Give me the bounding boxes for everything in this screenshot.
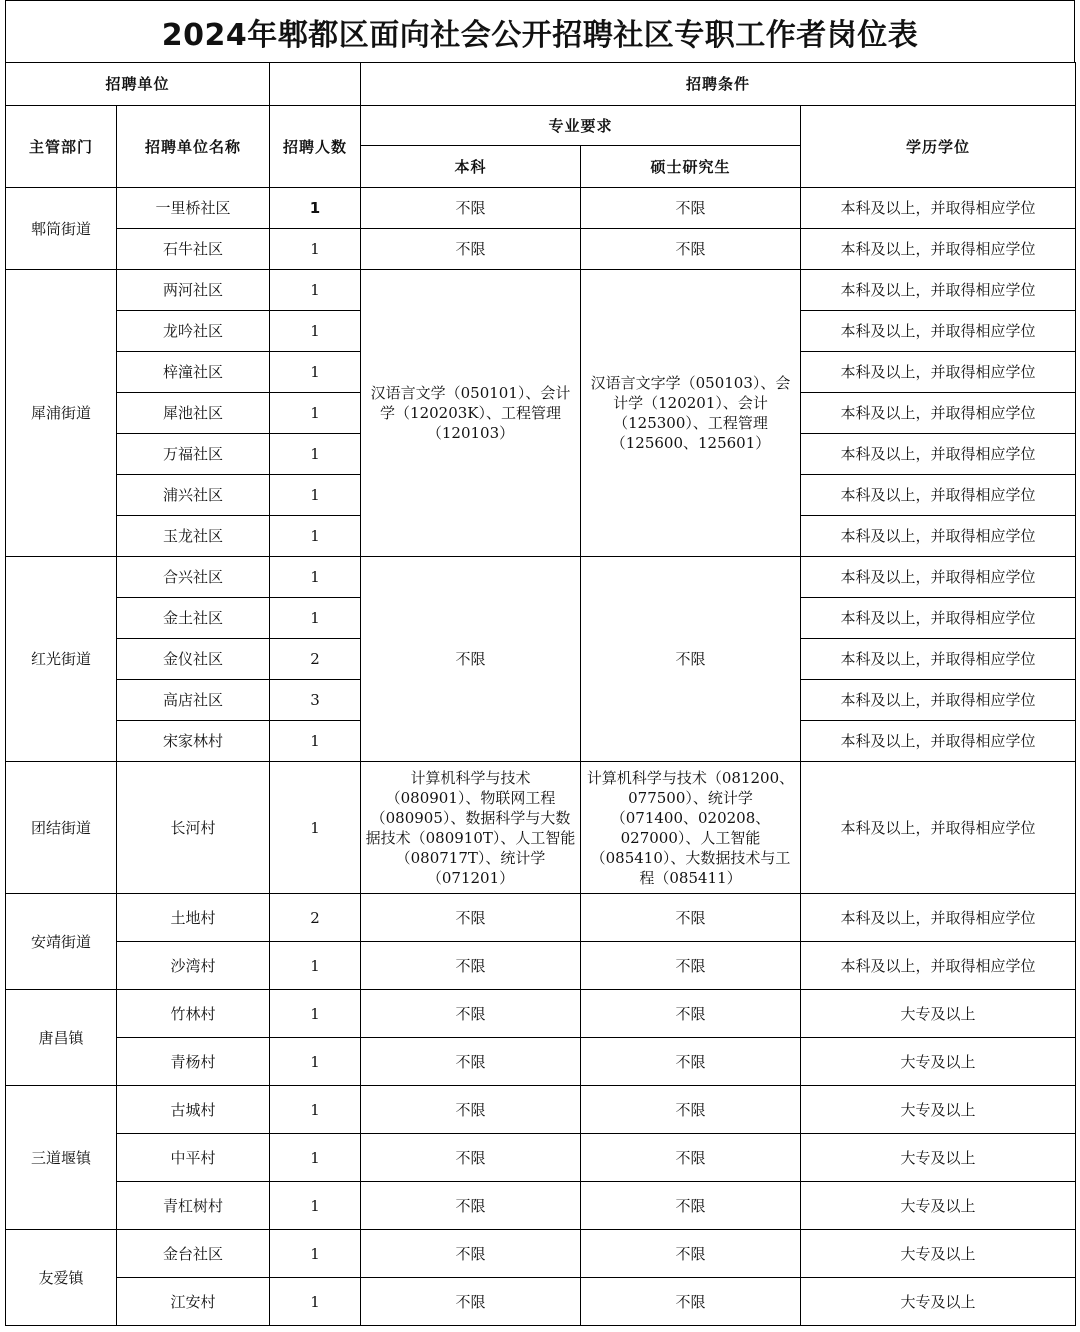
edu-cell: 本科及以上，并取得相应学位 [801, 516, 1076, 557]
master-major-cell: 不限 [581, 188, 801, 229]
edu-cell: 大专及以上 [801, 1230, 1076, 1278]
master-major-cell: 不限 [581, 894, 801, 942]
table-row [6, 1038, 1076, 1086]
bachelor-major-cell: 不限 [361, 1086, 581, 1134]
edu-cell: 本科及以上，并取得相应学位 [801, 639, 1076, 680]
dept-cell: 三道堰镇 [6, 1086, 117, 1230]
count-cell: 1 [270, 990, 361, 1038]
table-row [6, 1278, 1076, 1326]
bachelor-major-cell: 汉语言文学（050101）、会计学（120203K）、工程管理（120103） [361, 270, 581, 557]
unit-cell: 宋家林村 [117, 721, 270, 762]
master-major-cell: 不限 [581, 1278, 801, 1326]
count-cell: 1 [270, 1230, 361, 1278]
edu-cell: 本科及以上，并取得相应学位 [801, 557, 1076, 598]
table-row [6, 894, 1076, 942]
table-row [6, 188, 1076, 229]
edu-cell: 本科及以上，并取得相应学位 [801, 721, 1076, 762]
master-major-cell: 不限 [581, 1182, 801, 1230]
count-cell: 1 [270, 393, 361, 434]
unit-cell: 古城村 [117, 1086, 270, 1134]
count-cell: 3 [270, 680, 361, 721]
table-row [6, 229, 1076, 270]
unit-cell: 竹林村 [117, 990, 270, 1038]
master-major-cell: 不限 [581, 1134, 801, 1182]
edu-cell: 大专及以上 [801, 1278, 1076, 1326]
edu-cell: 大专及以上 [801, 1182, 1076, 1230]
unit-cell: 高店社区 [117, 680, 270, 721]
unit-cell: 沙湾村 [117, 942, 270, 990]
header-dept: 主管部门 [6, 106, 117, 188]
unit-cell: 金仪社区 [117, 639, 270, 680]
master-major-cell: 不限 [581, 229, 801, 270]
bachelor-major-cell: 不限 [361, 1038, 581, 1086]
header-count: 招聘人数 [270, 106, 361, 188]
table-row [6, 557, 1076, 598]
count-cell: 1 [270, 311, 361, 352]
count-cell: 1 [270, 762, 361, 894]
master-major-cell: 不限 [581, 1038, 801, 1086]
edu-cell: 本科及以上，并取得相应学位 [801, 393, 1076, 434]
header-unit-name: 招聘单位名称 [117, 106, 270, 188]
table-row [6, 942, 1076, 990]
edu-cell: 本科及以上，并取得相应学位 [801, 942, 1076, 990]
table-row [6, 990, 1076, 1038]
bachelor-major-cell: 不限 [361, 229, 581, 270]
dept-cell: 唐昌镇 [6, 990, 117, 1086]
table-row [6, 1182, 1076, 1230]
bachelor-major-cell: 不限 [361, 1182, 581, 1230]
edu-cell: 大专及以上 [801, 1134, 1076, 1182]
bachelor-major-cell: 不限 [361, 990, 581, 1038]
table-row [6, 762, 1076, 894]
unit-cell: 浦兴社区 [117, 475, 270, 516]
count-cell: 1 [270, 1038, 361, 1086]
master-major-cell: 不限 [581, 1086, 801, 1134]
edu-cell: 本科及以上，并取得相应学位 [801, 680, 1076, 721]
unit-cell: 土地村 [117, 894, 270, 942]
count-cell: 2 [270, 639, 361, 680]
unit-cell: 梓潼社区 [117, 352, 270, 393]
edu-cell: 本科及以上，并取得相应学位 [801, 270, 1076, 311]
table-row [6, 1230, 1076, 1278]
edu-cell: 大专及以上 [801, 1086, 1076, 1134]
unit-cell: 万福社区 [117, 434, 270, 475]
header-blank-cell [270, 63, 361, 106]
edu-cell: 本科及以上，并取得相应学位 [801, 311, 1076, 352]
table-row [6, 1086, 1076, 1134]
count-cell: 1 [270, 229, 361, 270]
unit-cell: 青杨村 [117, 1038, 270, 1086]
edu-cell: 本科及以上，并取得相应学位 [801, 598, 1076, 639]
header-row-1 [6, 63, 1076, 106]
dept-cell: 团结街道 [6, 762, 117, 894]
edu-cell: 本科及以上，并取得相应学位 [801, 894, 1076, 942]
edu-cell: 本科及以上，并取得相应学位 [801, 229, 1076, 270]
unit-cell: 金台社区 [117, 1230, 270, 1278]
master-major-cell: 不限 [581, 942, 801, 990]
count-cell: 2 [270, 894, 361, 942]
dept-cell: 红光街道 [6, 557, 117, 762]
count-cell: 1 [270, 721, 361, 762]
header-condition-group: 招聘条件 [361, 63, 1076, 106]
unit-cell: 金土社区 [117, 598, 270, 639]
count-cell: 1 [270, 475, 361, 516]
table-row [6, 270, 1076, 311]
unit-cell: 长河村 [117, 762, 270, 894]
bachelor-major-cell: 不限 [361, 188, 581, 229]
count-cell: 1 [270, 557, 361, 598]
header-row-2 [6, 106, 1076, 146]
master-major-cell: 不限 [581, 1230, 801, 1278]
bachelor-major-cell: 不限 [361, 942, 581, 990]
unit-cell: 两河社区 [117, 270, 270, 311]
unit-cell: 犀池社区 [117, 393, 270, 434]
count-cell: 1 [270, 1086, 361, 1134]
dept-cell: 犀浦街道 [6, 270, 117, 557]
master-major-cell: 不限 [581, 557, 801, 762]
bachelor-major-cell: 不限 [361, 1278, 581, 1326]
edu-cell: 本科及以上，并取得相应学位 [801, 188, 1076, 229]
edu-cell: 本科及以上，并取得相应学位 [801, 434, 1076, 475]
bachelor-major-cell: 不限 [361, 1230, 581, 1278]
count-cell: 1 [270, 1182, 361, 1230]
dept-cell: 友爱镇 [6, 1230, 117, 1326]
edu-cell: 本科及以上，并取得相应学位 [801, 762, 1076, 894]
header-unit-group: 招聘单位 [6, 63, 270, 106]
edu-cell: 大专及以上 [801, 1038, 1076, 1086]
count-cell: 1 [270, 434, 361, 475]
header-edu: 学历学位 [801, 106, 1076, 188]
table-row [6, 1134, 1076, 1182]
count-cell: 1 [270, 188, 361, 229]
dept-cell: 安靖街道 [6, 894, 117, 990]
page-title: 2024年郫都区面向社会公开招聘社区专职工作者岗位表 [5, 0, 1075, 62]
unit-cell: 合兴社区 [117, 557, 270, 598]
unit-cell: 龙吟社区 [117, 311, 270, 352]
count-cell: 1 [270, 1278, 361, 1326]
master-major-cell: 汉语言文字学（050103）、会计学（120201）、会计（125300）、工程管理（125600、125601） [581, 270, 801, 557]
edu-cell: 本科及以上，并取得相应学位 [801, 475, 1076, 516]
dept-cell: 郫筒街道 [6, 188, 117, 270]
count-cell: 1 [270, 516, 361, 557]
unit-cell: 江安村 [117, 1278, 270, 1326]
unit-cell: 一里桥社区 [117, 188, 270, 229]
master-major-cell: 计算机科学与技术（081200、077500）、统计学（071400、020208、027000）、人工智能（085410）、大数据技术与工程（085411） [581, 762, 801, 894]
bachelor-major-cell: 不限 [361, 557, 581, 762]
edu-cell: 大专及以上 [801, 990, 1076, 1038]
count-cell: 1 [270, 942, 361, 990]
count-cell: 1 [270, 598, 361, 639]
count-cell: 1 [270, 270, 361, 311]
unit-cell: 青杠树村 [117, 1182, 270, 1230]
bachelor-major-cell: 不限 [361, 1134, 581, 1182]
edu-cell: 本科及以上，并取得相应学位 [801, 352, 1076, 393]
header-master: 硕士研究生 [581, 146, 801, 188]
header-major-req: 专业要求 [361, 106, 801, 146]
job-table [5, 62, 1076, 1326]
unit-cell: 玉龙社区 [117, 516, 270, 557]
bachelor-major-cell: 不限 [361, 894, 581, 942]
count-cell: 1 [270, 1134, 361, 1182]
master-major-cell: 不限 [581, 990, 801, 1038]
header-bachelor: 本科 [361, 146, 581, 188]
unit-cell: 石牛社区 [117, 229, 270, 270]
unit-cell: 中平村 [117, 1134, 270, 1182]
bachelor-major-cell: 计算机科学与技术（080901）、物联网工程（080905）、数据科学与大数据技术（080910T）、人工智能（080717T）、统计学（071201） [361, 762, 581, 894]
count-cell: 1 [270, 352, 361, 393]
